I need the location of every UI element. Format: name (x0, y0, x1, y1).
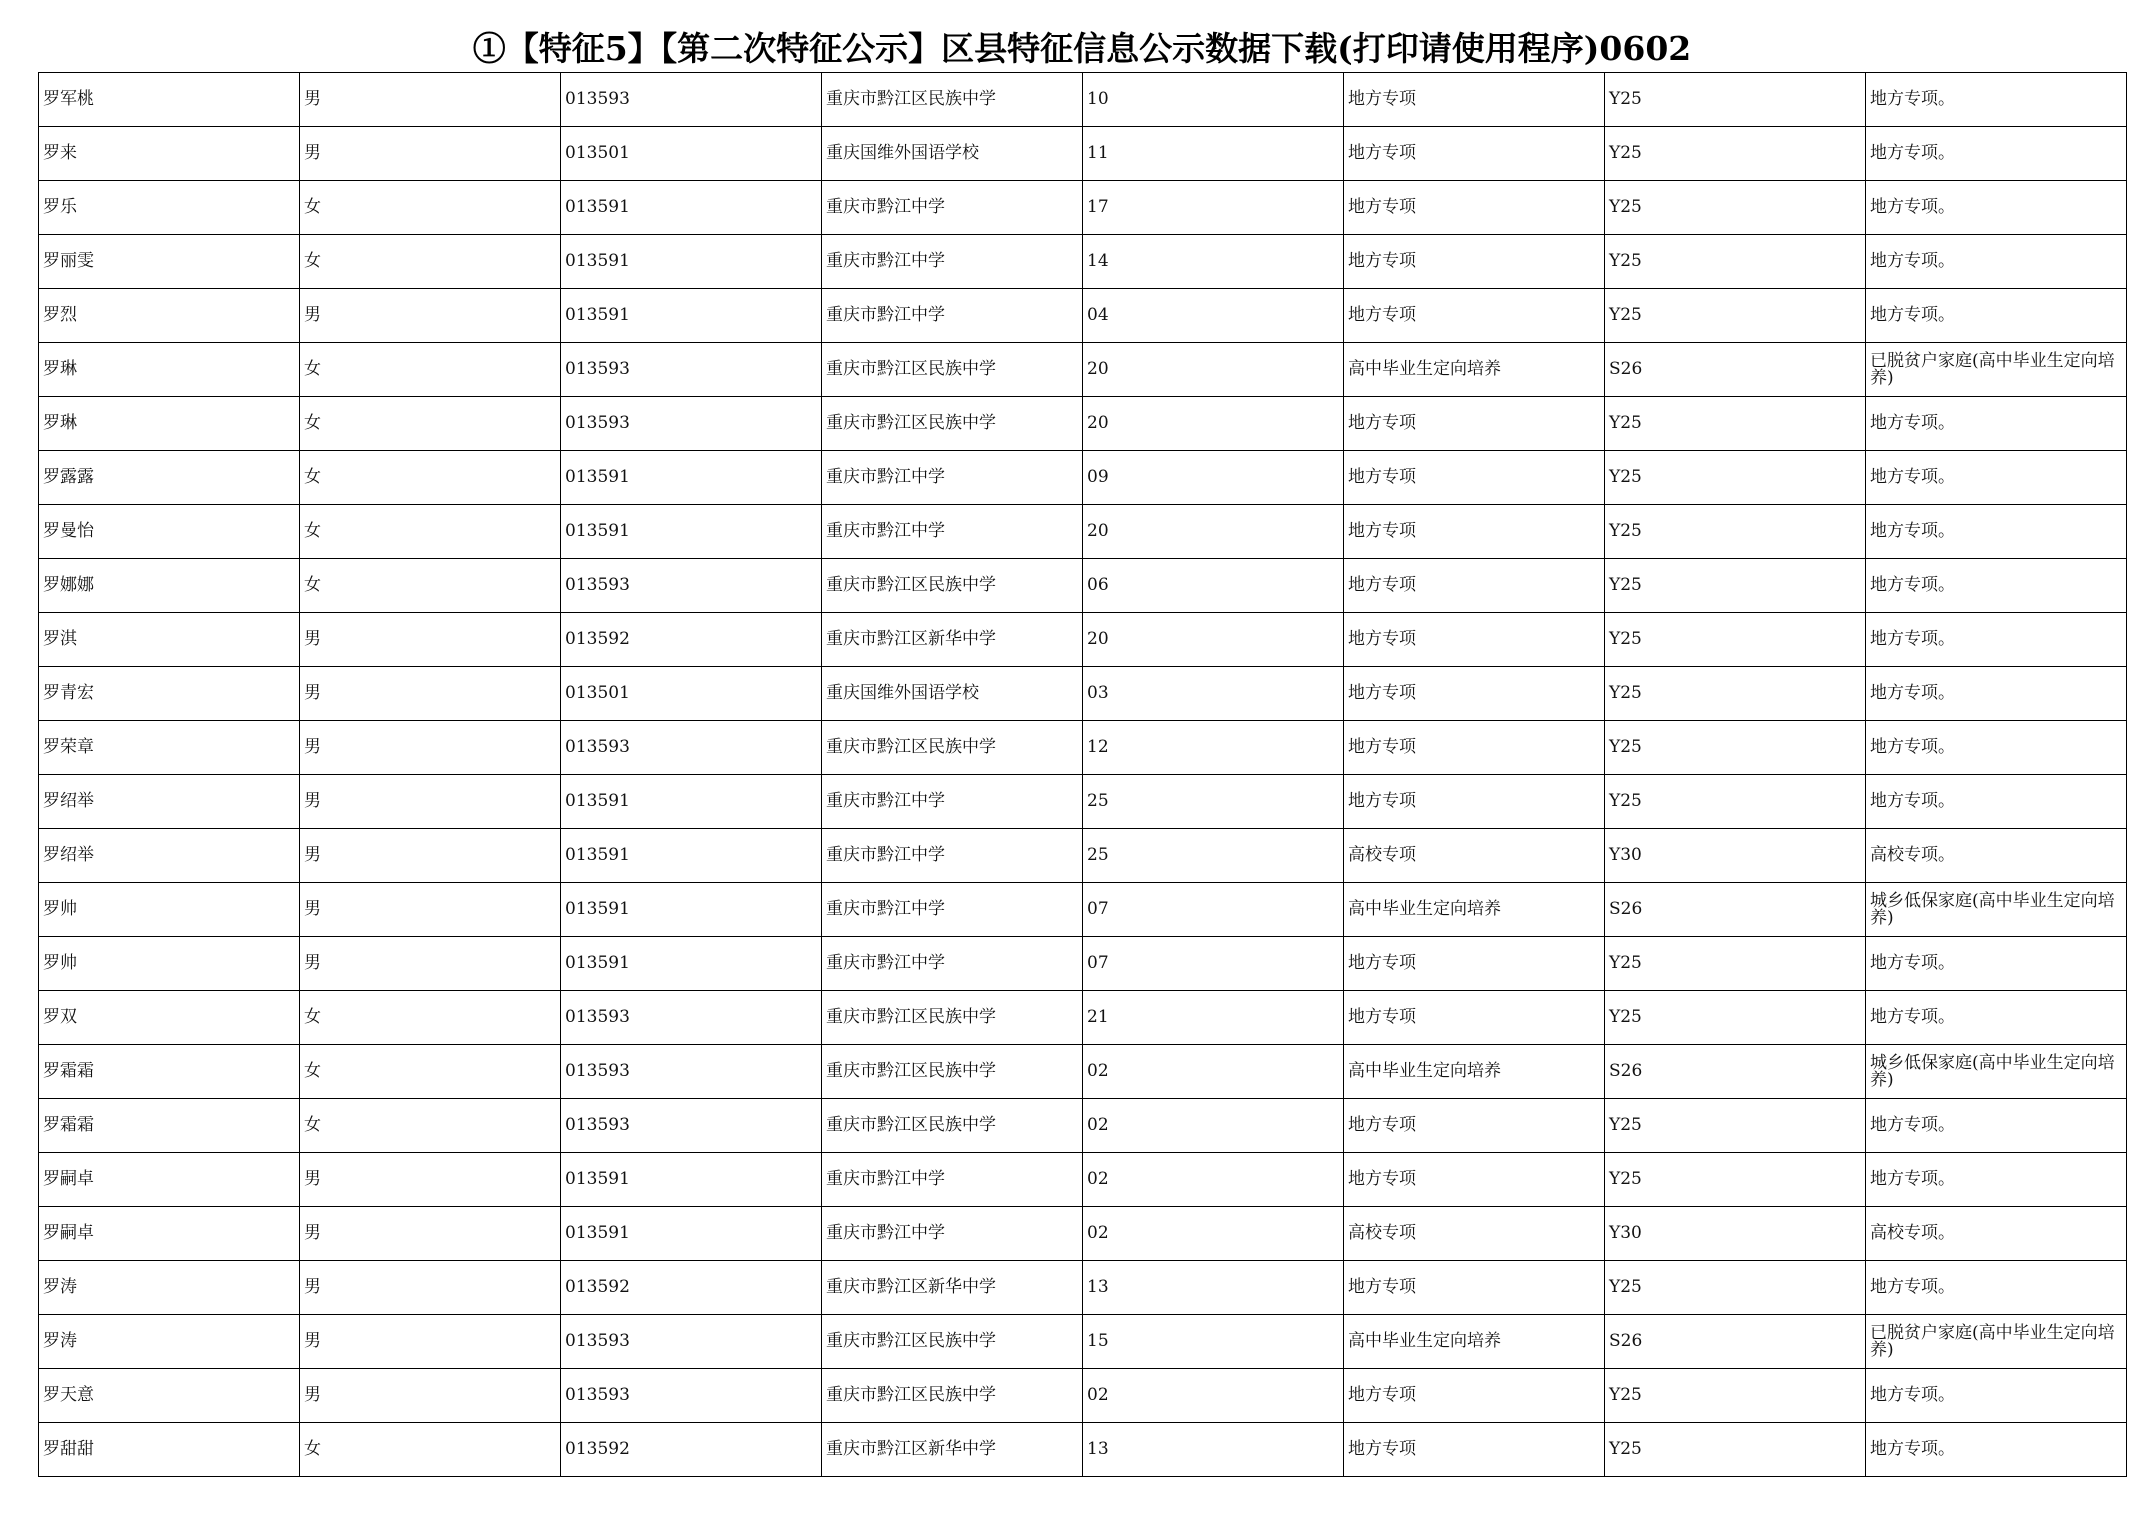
cell-note: 地方专项。 (1866, 937, 2127, 991)
cell-gender: 男 (300, 937, 561, 991)
cell-school-code: 013593 (561, 991, 822, 1045)
cell-name: 罗露露 (39, 451, 300, 505)
cell-note: 地方专项。 (1866, 235, 2127, 289)
cell-name: 罗丽雯 (39, 235, 300, 289)
cell-school-code: 013591 (561, 829, 822, 883)
cell-school-code: 013593 (561, 1369, 822, 1423)
cell-school: 重庆国维外国语学校 (822, 667, 1083, 721)
table-row (39, 991, 2127, 1045)
cell-school: 重庆市黔江区民族中学 (822, 343, 1083, 397)
cell-name: 罗军桃 (39, 73, 300, 127)
cell-program: 地方专项 (1344, 1099, 1605, 1153)
cell-name: 罗天意 (39, 1369, 300, 1423)
cell-school-code: 013591 (561, 1153, 822, 1207)
cell-school-code: 013592 (561, 613, 822, 667)
cell-gender: 男 (300, 1153, 561, 1207)
cell-program-code: Y25 (1605, 1099, 1866, 1153)
cell-school-code: 013593 (561, 1315, 822, 1369)
cell-school: 重庆市黔江区民族中学 (822, 73, 1083, 127)
cell-program: 地方专项 (1344, 559, 1605, 613)
cell-note: 地方专项。 (1866, 559, 2127, 613)
cell-school: 重庆市黔江中学 (822, 1153, 1083, 1207)
cell-name: 罗涛 (39, 1261, 300, 1315)
cell-school-code: 013592 (561, 1423, 822, 1477)
cell-school-code: 013591 (561, 451, 822, 505)
cell-school-code: 013593 (561, 343, 822, 397)
cell-program-code: Y30 (1605, 1207, 1866, 1261)
cell-program: 地方专项 (1344, 181, 1605, 235)
table-row (39, 559, 2127, 613)
cell-school-code: 013591 (561, 289, 822, 343)
cell-program-code: Y25 (1605, 397, 1866, 451)
cell-program-code: Y25 (1605, 667, 1866, 721)
cell-school-code: 013593 (561, 73, 822, 127)
cell-school: 重庆市黔江区民族中学 (822, 991, 1083, 1045)
cell-class: 20 (1083, 397, 1344, 451)
cell-name: 罗绍举 (39, 775, 300, 829)
cell-name: 罗涛 (39, 1315, 300, 1369)
cell-class: 02 (1083, 1207, 1344, 1261)
cell-gender: 女 (300, 1099, 561, 1153)
cell-school: 重庆市黔江中学 (822, 451, 1083, 505)
cell-class: 25 (1083, 775, 1344, 829)
roster-table (38, 72, 2127, 1477)
cell-class: 13 (1083, 1261, 1344, 1315)
cell-note: 地方专项。 (1866, 775, 2127, 829)
cell-program-code: Y25 (1605, 1153, 1866, 1207)
table-row (39, 883, 2127, 937)
cell-program-code: Y25 (1605, 127, 1866, 181)
cell-school-code: 013593 (561, 721, 822, 775)
cell-class: 02 (1083, 1153, 1344, 1207)
cell-school: 重庆市黔江区新华中学 (822, 1423, 1083, 1477)
table-row (39, 1099, 2127, 1153)
table-row (39, 775, 2127, 829)
cell-gender: 女 (300, 1423, 561, 1477)
table-row (39, 127, 2127, 181)
cell-program-code: Y25 (1605, 559, 1866, 613)
cell-note: 高校专项。 (1866, 1207, 2127, 1261)
table-row (39, 289, 2127, 343)
cell-note: 地方专项。 (1866, 505, 2127, 559)
cell-note: 地方专项。 (1866, 181, 2127, 235)
cell-note: 地方专项。 (1866, 721, 2127, 775)
cell-name: 罗嗣卓 (39, 1207, 300, 1261)
cell-note: 已脱贫户家庭(高中毕业生定向培养) (1866, 343, 2127, 397)
table-row (39, 829, 2127, 883)
table-row (39, 721, 2127, 775)
cell-name: 罗双 (39, 991, 300, 1045)
cell-program-code: Y30 (1605, 829, 1866, 883)
cell-name: 罗琳 (39, 397, 300, 451)
cell-school: 重庆市黔江区民族中学 (822, 397, 1083, 451)
table-row (39, 235, 2127, 289)
cell-note: 地方专项。 (1866, 667, 2127, 721)
cell-gender: 女 (300, 991, 561, 1045)
table-row (39, 1315, 2127, 1369)
cell-school-code: 013591 (561, 1207, 822, 1261)
cell-school: 重庆国维外国语学校 (822, 127, 1083, 181)
cell-note: 地方专项。 (1866, 451, 2127, 505)
cell-school-code: 013501 (561, 667, 822, 721)
cell-program-code: S26 (1605, 1045, 1866, 1099)
cell-program: 地方专项 (1344, 775, 1605, 829)
table-row (39, 1369, 2127, 1423)
cell-program: 高中毕业生定向培养 (1344, 1045, 1605, 1099)
cell-school: 重庆市黔江区新华中学 (822, 1261, 1083, 1315)
cell-class: 25 (1083, 829, 1344, 883)
cell-note: 地方专项。 (1866, 1261, 2127, 1315)
cell-name: 罗荣章 (39, 721, 300, 775)
cell-gender: 女 (300, 181, 561, 235)
cell-program-code: Y25 (1605, 937, 1866, 991)
cell-program-code: S26 (1605, 883, 1866, 937)
cell-gender: 男 (300, 1261, 561, 1315)
cell-program-code: S26 (1605, 1315, 1866, 1369)
cell-class: 13 (1083, 1423, 1344, 1477)
cell-school-code: 013591 (561, 937, 822, 991)
cell-gender: 女 (300, 559, 561, 613)
cell-program-code: Y25 (1605, 505, 1866, 559)
cell-school: 重庆市黔江中学 (822, 1207, 1083, 1261)
cell-program-code: Y25 (1605, 451, 1866, 505)
cell-note: 高校专项。 (1866, 829, 2127, 883)
cell-program: 地方专项 (1344, 73, 1605, 127)
table-row (39, 505, 2127, 559)
cell-gender: 男 (300, 667, 561, 721)
cell-gender: 男 (300, 1369, 561, 1423)
cell-name: 罗乐 (39, 181, 300, 235)
cell-gender: 男 (300, 1207, 561, 1261)
table-row (39, 1423, 2127, 1477)
cell-program: 地方专项 (1344, 613, 1605, 667)
cell-class: 12 (1083, 721, 1344, 775)
cell-class: 06 (1083, 559, 1344, 613)
cell-school-code: 013593 (561, 559, 822, 613)
cell-school-code: 013591 (561, 181, 822, 235)
table-row (39, 1207, 2127, 1261)
cell-school-code: 013591 (561, 775, 822, 829)
cell-class: 17 (1083, 181, 1344, 235)
cell-school: 重庆市黔江中学 (822, 181, 1083, 235)
cell-program: 高中毕业生定向培养 (1344, 883, 1605, 937)
cell-school: 重庆市黔江中学 (822, 235, 1083, 289)
cell-program: 高校专项 (1344, 829, 1605, 883)
cell-class: 20 (1083, 343, 1344, 397)
cell-program: 地方专项 (1344, 1153, 1605, 1207)
cell-note: 地方专项。 (1866, 289, 2127, 343)
cell-gender: 男 (300, 613, 561, 667)
cell-note: 城乡低保家庭(高中毕业生定向培养) (1866, 883, 2127, 937)
cell-name: 罗琳 (39, 343, 300, 397)
cell-note: 地方专项。 (1866, 991, 2127, 1045)
cell-program-code: Y25 (1605, 73, 1866, 127)
cell-note: 地方专项。 (1866, 613, 2127, 667)
cell-school-code: 013593 (561, 1045, 822, 1099)
cell-class: 04 (1083, 289, 1344, 343)
cell-program-code: S26 (1605, 343, 1866, 397)
cell-class: 09 (1083, 451, 1344, 505)
cell-class: 03 (1083, 667, 1344, 721)
cell-school: 重庆市黔江中学 (822, 937, 1083, 991)
cell-gender: 男 (300, 127, 561, 181)
cell-name: 罗甜甜 (39, 1423, 300, 1477)
cell-gender: 男 (300, 775, 561, 829)
cell-gender: 女 (300, 397, 561, 451)
cell-name: 罗来 (39, 127, 300, 181)
cell-note: 地方专项。 (1866, 73, 2127, 127)
table-row (39, 343, 2127, 397)
cell-school: 重庆市黔江区新华中学 (822, 613, 1083, 667)
cell-note: 地方专项。 (1866, 397, 2127, 451)
cell-class: 14 (1083, 235, 1344, 289)
cell-gender: 男 (300, 883, 561, 937)
cell-gender: 女 (300, 343, 561, 397)
cell-name: 罗青宏 (39, 667, 300, 721)
cell-note: 已脱贫户家庭(高中毕业生定向培养) (1866, 1315, 2127, 1369)
cell-class: 10 (1083, 73, 1344, 127)
cell-class: 07 (1083, 883, 1344, 937)
cell-class: 20 (1083, 613, 1344, 667)
cell-gender: 男 (300, 289, 561, 343)
page-title: ①【特征5】【第二次特征公示】区县特征信息公示数据下载(打印请使用程序)0602 (472, 29, 1692, 68)
cell-name: 罗嗣卓 (39, 1153, 300, 1207)
cell-name: 罗曼怡 (39, 505, 300, 559)
cell-name: 罗娜娜 (39, 559, 300, 613)
cell-name: 罗帅 (39, 937, 300, 991)
cell-class: 07 (1083, 937, 1344, 991)
cell-name: 罗绍举 (39, 829, 300, 883)
cell-program: 高中毕业生定向培养 (1344, 343, 1605, 397)
cell-program: 地方专项 (1344, 937, 1605, 991)
cell-note: 地方专项。 (1866, 1423, 2127, 1477)
cell-program-code: Y25 (1605, 181, 1866, 235)
cell-program: 地方专项 (1344, 451, 1605, 505)
cell-gender: 男 (300, 73, 561, 127)
cell-program: 地方专项 (1344, 235, 1605, 289)
cell-school: 重庆市黔江区民族中学 (822, 559, 1083, 613)
table-row (39, 667, 2127, 721)
cell-program: 地方专项 (1344, 1261, 1605, 1315)
cell-program: 地方专项 (1344, 1423, 1605, 1477)
cell-gender: 女 (300, 505, 561, 559)
cell-class: 20 (1083, 505, 1344, 559)
cell-school: 重庆市黔江区民族中学 (822, 1315, 1083, 1369)
cell-school-code: 013591 (561, 505, 822, 559)
cell-program-code: Y25 (1605, 775, 1866, 829)
cell-program-code: Y25 (1605, 1369, 1866, 1423)
cell-school: 重庆市黔江中学 (822, 883, 1083, 937)
cell-class: 02 (1083, 1369, 1344, 1423)
cell-program-code: Y25 (1605, 613, 1866, 667)
cell-school: 重庆市黔江中学 (822, 775, 1083, 829)
cell-school-code: 013592 (561, 1261, 822, 1315)
cell-class: 02 (1083, 1045, 1344, 1099)
cell-class: 21 (1083, 991, 1344, 1045)
cell-school-code: 013591 (561, 235, 822, 289)
table-row (39, 181, 2127, 235)
cell-program: 地方专项 (1344, 127, 1605, 181)
cell-school-code: 013501 (561, 127, 822, 181)
table-row (39, 73, 2127, 127)
cell-program: 地方专项 (1344, 505, 1605, 559)
table-row (39, 937, 2127, 991)
cell-school: 重庆市黔江区民族中学 (822, 1099, 1083, 1153)
cell-gender: 女 (300, 235, 561, 289)
cell-note: 地方专项。 (1866, 1153, 2127, 1207)
cell-program: 高校专项 (1344, 1207, 1605, 1261)
cell-name: 罗霜霜 (39, 1045, 300, 1099)
cell-gender: 男 (300, 1315, 561, 1369)
cell-program: 地方专项 (1344, 721, 1605, 775)
cell-program: 地方专项 (1344, 397, 1605, 451)
cell-gender: 女 (300, 451, 561, 505)
table-row (39, 451, 2127, 505)
table-row (39, 1153, 2127, 1207)
cell-program-code: Y25 (1605, 991, 1866, 1045)
cell-class: 11 (1083, 127, 1344, 181)
cell-school: 重庆市黔江中学 (822, 505, 1083, 559)
cell-school-code: 013593 (561, 397, 822, 451)
cell-gender: 男 (300, 829, 561, 883)
cell-note: 地方专项。 (1866, 127, 2127, 181)
cell-school: 重庆市黔江区民族中学 (822, 1045, 1083, 1099)
cell-school: 重庆市黔江中学 (822, 829, 1083, 883)
table-row (39, 1261, 2127, 1315)
cell-class: 02 (1083, 1099, 1344, 1153)
cell-gender: 女 (300, 1045, 561, 1099)
cell-name: 罗淇 (39, 613, 300, 667)
cell-program-code: Y25 (1605, 289, 1866, 343)
cell-program: 地方专项 (1344, 1369, 1605, 1423)
table-row (39, 397, 2127, 451)
roster-body (39, 73, 2127, 1477)
cell-school: 重庆市黔江区民族中学 (822, 1369, 1083, 1423)
cell-program: 高中毕业生定向培养 (1344, 1315, 1605, 1369)
cell-program-code: Y25 (1605, 1261, 1866, 1315)
cell-program: 地方专项 (1344, 289, 1605, 343)
table-row (39, 613, 2127, 667)
cell-program: 地方专项 (1344, 667, 1605, 721)
cell-program: 地方专项 (1344, 991, 1605, 1045)
cell-school-code: 013591 (561, 883, 822, 937)
cell-class: 15 (1083, 1315, 1344, 1369)
cell-gender: 男 (300, 721, 561, 775)
cell-school: 重庆市黔江区民族中学 (822, 721, 1083, 775)
table-row (39, 1045, 2127, 1099)
cell-name: 罗烈 (39, 289, 300, 343)
cell-program-code: Y25 (1605, 235, 1866, 289)
cell-school-code: 013593 (561, 1099, 822, 1153)
cell-program-code: Y25 (1605, 721, 1866, 775)
cell-note: 地方专项。 (1866, 1369, 2127, 1423)
cell-name: 罗帅 (39, 883, 300, 937)
cell-note: 地方专项。 (1866, 1099, 2127, 1153)
cell-school: 重庆市黔江中学 (822, 289, 1083, 343)
cell-name: 罗霜霜 (39, 1099, 300, 1153)
cell-note: 城乡低保家庭(高中毕业生定向培养) (1866, 1045, 2127, 1099)
cell-program-code: Y25 (1605, 1423, 1866, 1477)
